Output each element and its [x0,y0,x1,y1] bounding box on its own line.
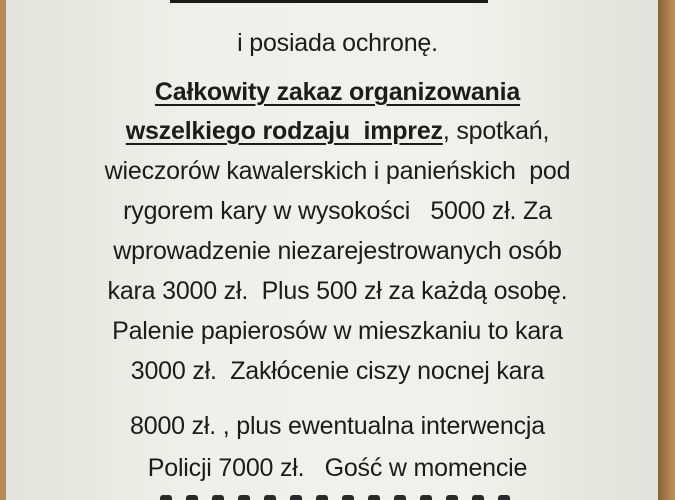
notice-bold-text: wszelkiego rodzaju imprez [125,117,443,145]
notice-line: i posiada ochronę. [237,29,438,57]
cut-off-text-line [160,492,540,500]
notice-line: Policji 7000 zł. Gość w momencie [147,454,528,482]
notice-text: , spotkań, [442,117,550,145]
notice-line: 8000 zł. , plus ewentualna interwencja [130,412,545,440]
notice-line-bold: Całkowity zakaz organizowania [154,78,521,106]
cut-off-underline [170,0,486,3]
notice-line: 3000 zł. Zakłócenie ciszy nocnej kara [130,357,545,385]
notice-line: kara 3000 zł. Plus 500 zł za każdą osobę. [107,277,568,305]
notice-line: wprowadzenie niezarejestrowanych osób [113,237,562,265]
notice-line [0,116,675,146]
notice-line: rygorem kary w wysokości 5000 zł. Za [123,197,552,225]
notice-line: wieczorów kawalerskich i panieńskich pod [104,157,571,185]
notice-line: Palenie papierosów w mieszkaniu to kara [112,317,563,345]
